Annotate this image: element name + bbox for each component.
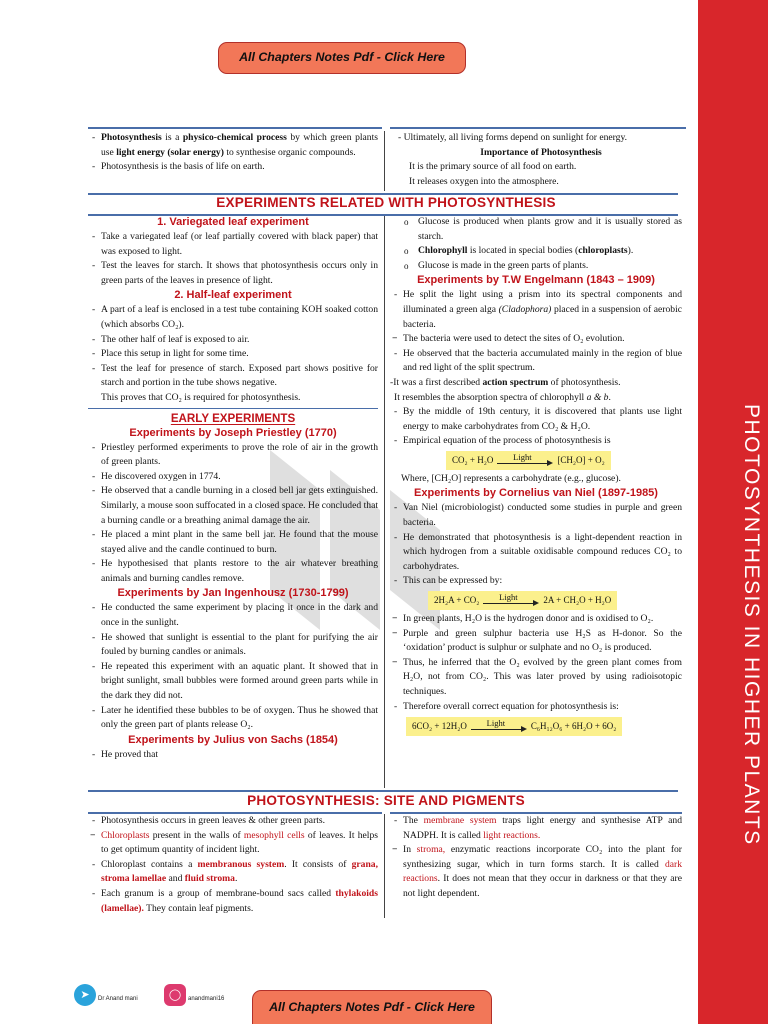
telegram-handle[interactable]: Dr Anand mani	[98, 996, 138, 1002]
equation-1: CO₂ + H₂O Light [CH₂O] + O₂	[390, 451, 682, 470]
half-leaf-1: - A part of a leaf is enclosed in a test tube containing KOH soaked cotton (which absorbs CO₂).	[88, 303, 378, 332]
site-1: - Photosynthesis occurs in green leaves & other green parts.	[88, 814, 378, 829]
side-title: PHOTOSYNTHESIS IN HIGHER PLANTS	[740, 404, 763, 846]
site-divider	[384, 814, 385, 918]
importance-2: It releases oxygen into the atmosphere.	[409, 175, 559, 187]
half-leaf-2: - The other half of leaf is exposed to air.	[88, 333, 378, 348]
ingenhousz-3: - He repeated this experiment with an aquatic plant. It showed that in bright sunlight, small bubbles were formed around green parts while in the dark they did not.	[88, 660, 378, 704]
engelmann-7: - Empirical equation of the process of photosynthesis is	[390, 434, 682, 449]
vanniel-7: - Therefore overall correct equation for photosynthesis is:	[390, 700, 682, 715]
intro-right	[398, 131, 684, 189]
intro-left	[88, 131, 378, 175]
half-leaf-3: - Place this setup in light for some time.	[88, 347, 378, 362]
ingenhousz-title: Experiments by Jan Ingenhousz (1730-1799)	[117, 587, 349, 600]
site-5: - The membrane system traps light energy and synthesise ATP and NADPH. It is called light reactions.	[390, 814, 682, 843]
side-band	[698, 0, 768, 1024]
equation-1-note: Where, [CH₂O] represents a carbohydrate (e.g., glucose).	[401, 472, 621, 484]
site-rule-top	[88, 790, 678, 792]
intro-rule-left	[88, 127, 382, 129]
ingenhousz-4: - Later he identified these bubbles to be of oxygen. Thus he showed that only the green part of plants release O₂.	[88, 704, 378, 733]
engelmann-6: - By the middle of 19th century, it is discovered that plants use light energy to make carbohydrates from CO₂ & H₂O.	[390, 405, 682, 434]
engelmann-1: - He split the light using a prism into its spectral components and illuminated a green alga (Cladophora) placed in a suspension of aerobic bacteria.	[390, 288, 682, 332]
importance-title: Importance of Photosynthesis	[480, 146, 602, 158]
sachs-point-1: o Glucose is produced when plants grow and it is usually stored as starch.	[390, 215, 682, 244]
site-right	[390, 814, 682, 902]
priestley-5: - He hypothesised that plants restore to the air whatever breathing animals and burning candles remove.	[88, 557, 378, 586]
sachs-title: Experiments by Julius von Sachs (1854)	[128, 733, 338, 746]
priestley-3: - He observed that a candle burning in a closed bell jar gets extinguished. Similarly, a mouse soon suffocated in a closed space. He concluded that a burning candle or a breathing animal damage the air.	[88, 484, 378, 528]
half-leaf-5: This proves that CO₂ is required for photosynthesis.	[101, 391, 301, 403]
engelmann-2: − The bacteria were used to detect the sites of O₂ evolution.	[390, 332, 682, 347]
all-chapters-bottom-button[interactable]: All Chapters Notes Pdf - Click Here	[252, 990, 492, 1024]
site-title: PHOTOSYNTHESIS: SITE AND PIGMENTS	[247, 793, 525, 808]
priestley-1: - Priestley performed experiments to prove the role of air in the growth of green plants.	[88, 441, 378, 470]
experiments-left	[88, 215, 378, 762]
site-4: - Each granum is a group of membrane-bound sacs called thylakoids (lamellae). They contain leaf pigments.	[88, 887, 378, 916]
site-3: - Chloroplast contains a membranous system. It consists of grana, stroma lamellae and fluid stroma.	[88, 858, 378, 887]
sachs-point-3: o Glucose is made in the green parts of plants.	[390, 259, 682, 274]
engelmann-4: -It was a first described action spectrum of photosynthesis.	[390, 376, 621, 388]
ingenhousz-1: - He conducted the same experiment by placing it once in the dark and once in the sunlight.	[88, 601, 378, 630]
early-title: EARLY EXPERIMENTS	[170, 411, 296, 425]
experiments-divider	[384, 216, 385, 788]
equation-2: 2H₂A + CO₂ Light 2A + CH₂O + H₂O	[390, 591, 682, 610]
priestley-4: - He placed a mint plant in the same bell jar. He found that the mouse stayed alive and the candle continued to burn.	[88, 528, 378, 557]
vanniel-2: - He demonstrated that photosynthesis is a light-dependent reaction in which hydrogen from a suitable oxidisable compound reduces CO₂ to carbohydrates.	[390, 531, 682, 575]
vanniel-6: − Thus, he inferred that the O₂ evolved by the green plant comes from H₂O, not from CO₂. This was later proved by using radioisotopic techniques.	[390, 656, 682, 700]
engelmann-3: - He observed that the bacteria accumulated mainly in the region of blue and red light of the split spectrum.	[390, 347, 682, 376]
intro-def: - Photosynthesis is a physico-chemical process by which green plants use light energy (solar energy) to synthesise organic compounds.	[88, 131, 378, 160]
instagram-icon[interactable]: ◯	[164, 984, 186, 1006]
telegram-icon[interactable]: ➤	[74, 984, 96, 1006]
sachs-point-2: o Chlorophyll is located in special bodies (chloroplasts).	[390, 244, 682, 259]
site-2: − Chloroplasts present in the walls of mesophyll cells of leaves. It helps to get optimum quantity of incident light.	[88, 829, 378, 858]
intro-basis: - Photosynthesis is the basis of life on earth.	[88, 160, 378, 175]
vanniel-4: − In green plants, H₂O is the hydrogen donor and is oxidised to O₂.	[390, 612, 682, 627]
vanniel-title: Experiments by Cornelius van Niel (1897-1985)	[414, 487, 658, 500]
site-left	[88, 814, 378, 916]
equation-3: 6CO₂ + 12H₂O Light C₆H₁₂O₆ + 6H₂O + 6O₂	[390, 717, 682, 736]
vanniel-3: - This can be expressed by:	[390, 574, 682, 589]
experiments-right	[390, 215, 682, 739]
engelmann-5: It resembles the absorption spectra of chlorophyll a & b.	[394, 391, 611, 403]
variegated-2: - Test the leaves for starch. It shows that photosynthesis occurs only in green parts of the leaves in presence of light.	[88, 259, 378, 288]
engelmann-title: Experiments by T.W Engelmann (1843 – 1909)	[417, 274, 655, 287]
site-6: − In stroma, enzymatic reactions incorporate CO₂ into the plant for synthesizing sugar, which in turn forms starch. It is called dark reactions. It does not mean that they occur in darkness or that they are not light dependent.	[390, 843, 682, 901]
ingenhousz-2: - He showed that sunlight is essential to the plant for purifying the air fouled by burning candles or animals.	[88, 631, 378, 660]
early-rule-top	[88, 408, 378, 409]
all-chapters-top-button[interactable]: All Chapters Notes Pdf - Click Here	[218, 42, 466, 74]
vanniel-5: − Purple and green sulphur bacteria use H₂S as H-donor. So the ‘oxidation’ product is sulphur or sulphate and no O₂ is produced.	[390, 627, 682, 656]
importance-1: It is the primary source of all food on earth.	[409, 161, 577, 173]
intro-divider	[384, 131, 385, 191]
experiments-title: EXPERIMENTS RELATED WITH PHOTOSYNTHESIS	[216, 195, 556, 210]
vanniel-1: - Van Niel (microbiologist) conducted some studies in purple and green bacteria.	[390, 501, 682, 530]
variegated-1: - Take a variegated leaf (or leaf partially covered with black paper) that was exposed to light.	[88, 230, 378, 259]
half-leaf-title: 2. Half-leaf experiment	[174, 289, 292, 302]
priestley-title: Experiments by Joseph Priestley (1770)	[129, 426, 337, 439]
instagram-handle[interactable]: anandmani16	[188, 996, 225, 1002]
half-leaf-4: - Test the leaf for presence of starch. Exposed part shows positive for starch and portion in the tube shows negative.	[88, 362, 378, 391]
variegated-title: 1. Variegated leaf experiment	[157, 216, 309, 228]
priestley-2: - He discovered oxygen in 1774.	[88, 470, 378, 485]
intro-rule-right	[390, 127, 686, 129]
sachs-1: - He proved that	[88, 748, 378, 763]
intro-sunlight: - Ultimately, all living forms depend on sunlight for energy.	[398, 132, 628, 143]
